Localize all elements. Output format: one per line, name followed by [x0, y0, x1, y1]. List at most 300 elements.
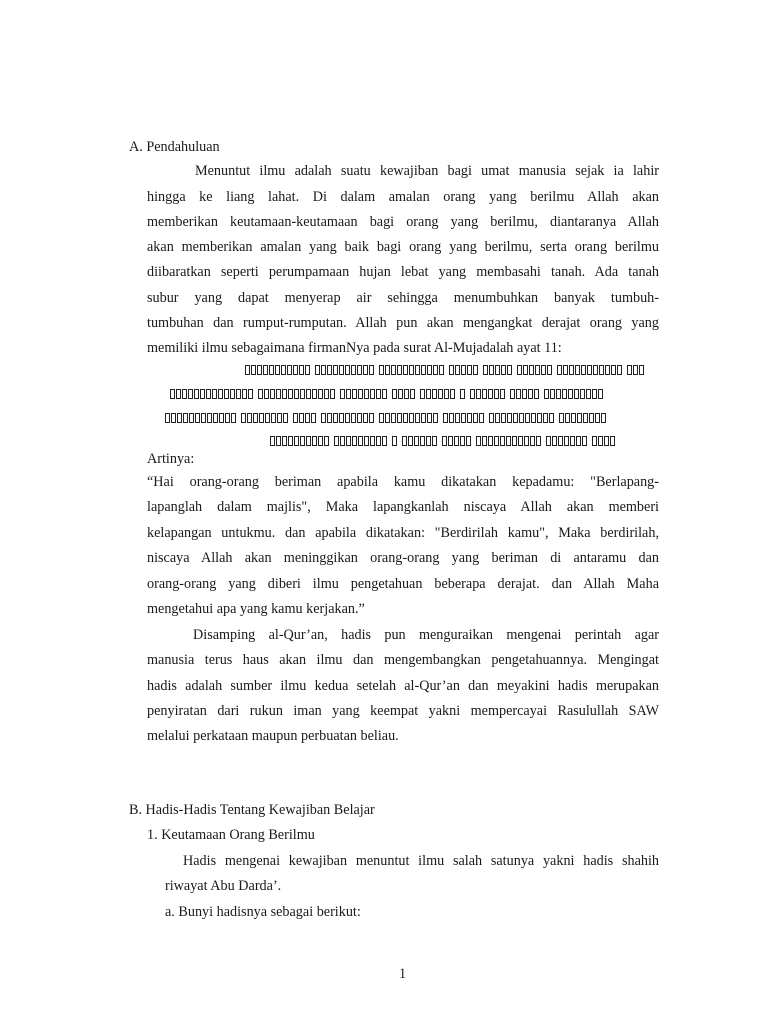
missing-glyph-box [392, 436, 397, 446]
missing-glyph-box [288, 389, 293, 399]
missing-glyph-box [270, 389, 275, 399]
arabic-word [258, 389, 335, 399]
arabic-word [460, 389, 465, 399]
arabic-word [293, 413, 316, 423]
missing-glyph-box [442, 436, 447, 446]
missing-glyph-box [500, 389, 505, 399]
paragraph-line: diibaratkan seperti perumpamaan hujan lebat yang membasahi tanah. Ada tanah [147, 264, 659, 280]
missing-glyph-box [263, 365, 268, 375]
missing-glyph-box [495, 365, 500, 375]
arabic-word [241, 413, 288, 423]
missing-glyph-box [339, 365, 344, 375]
arabic-word [315, 365, 374, 375]
paragraph-line: penyiratan dari rukun iman yang keempat yakni mempercayai Rasulullah SAW [147, 703, 659, 719]
missing-glyph-box [519, 413, 524, 423]
arabic-word [392, 436, 397, 446]
missing-glyph-box [421, 413, 426, 423]
missing-glyph-box [460, 436, 465, 446]
missing-glyph-box [449, 413, 454, 423]
missing-glyph-box [293, 365, 298, 375]
missing-glyph-box [324, 436, 329, 446]
missing-glyph-box [352, 389, 357, 399]
missing-glyph-box [311, 413, 316, 423]
missing-glyph-box [306, 436, 311, 446]
missing-glyph-box [370, 436, 375, 446]
missing-glyph-box [200, 389, 205, 399]
missing-glyph-box [345, 365, 350, 375]
missing-glyph-box [358, 436, 363, 446]
missing-glyph-box [409, 413, 414, 423]
translation-line: mengetahui apa yang kamu kerjakan.” [147, 601, 365, 617]
missing-glyph-box [231, 413, 236, 423]
missing-glyph-box [276, 436, 281, 446]
arabic-word [449, 365, 478, 375]
missing-glyph-box [562, 389, 567, 399]
subsection-heading: 1. Keutamaan Orang Berilmu [147, 827, 315, 843]
missing-glyph-box [574, 389, 579, 399]
arabic-word [165, 413, 236, 423]
missing-glyph-box [547, 365, 552, 375]
arabic-word [379, 365, 444, 375]
missing-glyph-box [507, 365, 512, 375]
missing-glyph-box [506, 436, 511, 446]
arabic-word [592, 436, 615, 446]
missing-glyph-box [271, 413, 276, 423]
missing-glyph-box [264, 389, 269, 399]
arabic-word [483, 365, 512, 375]
missing-glyph-box [550, 389, 555, 399]
missing-glyph-box [376, 389, 381, 399]
missing-glyph-box [587, 365, 592, 375]
missing-glyph-box [170, 389, 175, 399]
missing-glyph-box [398, 389, 403, 399]
missing-glyph-box [482, 436, 487, 446]
arabic-word [321, 413, 374, 423]
missing-glyph-box [277, 413, 282, 423]
missing-glyph-box [426, 436, 431, 446]
missing-glyph-box [177, 413, 182, 423]
arabic-word [170, 389, 253, 399]
missing-glyph-box [455, 413, 460, 423]
section-b-heading: B. Hadis-Hadis Tentang Kewajiban Belajar [129, 802, 375, 818]
missing-glyph-box [242, 389, 247, 399]
missing-glyph-box [483, 365, 488, 375]
missing-glyph-box [357, 413, 362, 423]
missing-glyph-box [299, 365, 304, 375]
missing-glyph-box [586, 389, 591, 399]
missing-glyph-box [627, 365, 632, 375]
missing-glyph-box [426, 389, 431, 399]
missing-glyph-box [321, 413, 326, 423]
paragraph-line: memiliki ilmu sebagaimana firmanNya pada surat Al-Mujadalah ayat 11: [147, 340, 562, 356]
paragraph-line: subur yang dapat menyerap air sehingga menumbuhkan banyak tumbuh- [147, 290, 659, 306]
missing-glyph-box [258, 389, 263, 399]
missing-glyph-box [494, 389, 499, 399]
paragraph-line: Hadis mengenai kewajiban menuntut ilmu salah satunya yakni hadis shahih [183, 853, 659, 869]
missing-glyph-box [605, 365, 610, 375]
missing-glyph-box [536, 436, 541, 446]
missing-glyph-box [592, 436, 597, 446]
translation-line: lapanglah dalam majlis", Maka lapangkanlah niscaya Allah akan memberi [147, 499, 659, 515]
missing-glyph-box [580, 389, 585, 399]
missing-glyph-box [409, 365, 414, 375]
missing-glyph-box [604, 436, 609, 446]
missing-glyph-box [473, 413, 478, 423]
missing-glyph-box [370, 389, 375, 399]
missing-glyph-box [391, 365, 396, 375]
missing-glyph-box [171, 413, 176, 423]
missing-glyph-box [397, 365, 402, 375]
missing-glyph-box [253, 413, 258, 423]
missing-glyph-box [570, 436, 575, 446]
missing-glyph-box [382, 389, 387, 399]
missing-glyph-box [432, 389, 437, 399]
missing-glyph-box [247, 413, 252, 423]
arabic-word [442, 436, 471, 446]
missing-glyph-box [334, 436, 339, 446]
missing-glyph-box [241, 413, 246, 423]
arabic-word [270, 436, 329, 446]
missing-glyph-box [340, 389, 345, 399]
missing-glyph-box [189, 413, 194, 423]
missing-glyph-box [470, 389, 475, 399]
missing-glyph-box [568, 389, 573, 399]
paragraph-line: hingga ke liang lahat. Di dalam amalan orang yang berilmu Allah akan [147, 189, 659, 205]
missing-glyph-box [275, 365, 280, 375]
missing-glyph-box [513, 413, 518, 423]
arabic-verse-line [170, 387, 603, 401]
missing-glyph-box [543, 413, 548, 423]
arabic-word [392, 389, 415, 399]
missing-glyph-box [281, 365, 286, 375]
missing-glyph-box [473, 365, 478, 375]
paragraph-line: hadis adalah sumber ilmu kedua setelah al-Qur’an dan meyakini hadis merupakan [147, 678, 659, 694]
paragraph-line: memberikan keutamaan-keutamaan bagi orang yang berilmu, diantaranya Allah [147, 214, 659, 230]
missing-glyph-box [611, 365, 616, 375]
missing-glyph-box [427, 413, 432, 423]
missing-glyph-box [327, 413, 332, 423]
missing-glyph-box [544, 389, 549, 399]
missing-glyph-box [598, 389, 603, 399]
missing-glyph-box [421, 365, 426, 375]
arabic-verse-line [245, 363, 644, 377]
translation-line: “Hai orang-orang beriman apabila kamu dikatakan kepadamu: "Berlapang- [147, 474, 659, 490]
missing-glyph-box [283, 413, 288, 423]
list-item: a. Bunyi hadisnya sebagai berikut: [165, 904, 361, 920]
missing-glyph-box [529, 365, 534, 375]
missing-glyph-box [633, 365, 638, 375]
missing-glyph-box [270, 436, 275, 446]
missing-glyph-box [488, 436, 493, 446]
missing-glyph-box [369, 413, 374, 423]
missing-glyph-box [517, 365, 522, 375]
missing-glyph-box [494, 436, 499, 446]
missing-glyph-box [346, 389, 351, 399]
missing-glyph-box [363, 413, 368, 423]
missing-glyph-box [512, 436, 517, 446]
missing-glyph-box [444, 389, 449, 399]
paragraph-line: tumbuhan dan rumput-rumputan. Allah pun akan mengangkat derajat orang yang [147, 315, 659, 331]
missing-glyph-box [582, 436, 587, 446]
missing-glyph-box [269, 365, 274, 375]
missing-glyph-box [564, 436, 569, 446]
missing-glyph-box [288, 436, 293, 446]
missing-glyph-box [410, 389, 415, 399]
missing-glyph-box [507, 413, 512, 423]
missing-glyph-box [461, 365, 466, 375]
arabic-word [476, 436, 541, 446]
missing-glyph-box [420, 436, 425, 446]
section-a-heading: A. Pendahuluan [129, 139, 220, 155]
missing-glyph-box [340, 436, 345, 446]
missing-glyph-box [188, 389, 193, 399]
missing-glyph-box [299, 413, 304, 423]
missing-glyph-box [488, 389, 493, 399]
missing-glyph-box [397, 413, 402, 423]
missing-glyph-box [339, 413, 344, 423]
missing-glyph-box [549, 413, 554, 423]
missing-glyph-box [450, 389, 455, 399]
paragraph-line: melalui perkataan maupun perbuatan beliau. [147, 728, 399, 744]
missing-glyph-box [531, 413, 536, 423]
missing-glyph-box [358, 389, 363, 399]
translation-label: Artinya: [147, 451, 195, 467]
missing-glyph-box [287, 365, 292, 375]
missing-glyph-box [523, 365, 528, 375]
missing-glyph-box [300, 436, 305, 446]
missing-glyph-box [379, 365, 384, 375]
missing-glyph-box [569, 365, 574, 375]
missing-glyph-box [516, 389, 521, 399]
missing-glyph-box [583, 413, 588, 423]
missing-glyph-box [182, 389, 187, 399]
missing-glyph-box [449, 365, 454, 375]
missing-glyph-box [427, 365, 432, 375]
missing-glyph-box [402, 436, 407, 446]
missing-glyph-box [466, 436, 471, 446]
arabic-word [510, 389, 539, 399]
missing-glyph-box [294, 389, 299, 399]
missing-glyph-box [559, 413, 564, 423]
missing-glyph-box [391, 413, 396, 423]
missing-glyph-box [639, 365, 644, 375]
arabic-word [470, 389, 505, 399]
missing-glyph-box [236, 389, 241, 399]
missing-glyph-box [176, 389, 181, 399]
missing-glyph-box [259, 413, 264, 423]
missing-glyph-box [282, 436, 287, 446]
missing-glyph-box [385, 365, 390, 375]
missing-glyph-box [414, 436, 419, 446]
missing-glyph-box [541, 365, 546, 375]
arabic-word [340, 389, 387, 399]
translation-line: kelapangan untukmu. dan apabila dikatakan: "Berdirilah kamu", Maka berdirilah, [147, 525, 659, 541]
missing-glyph-box [385, 413, 390, 423]
arabic-word [546, 436, 587, 446]
missing-glyph-box [408, 436, 413, 446]
missing-glyph-box [351, 365, 356, 375]
translation-line: niscaya Allah akan meninggikan orang-orang yang beriman di antaramu dan [147, 550, 659, 566]
missing-glyph-box [352, 436, 357, 446]
missing-glyph-box [206, 389, 211, 399]
missing-glyph-box [557, 365, 562, 375]
missing-glyph-box [195, 413, 200, 423]
missing-glyph-box [330, 389, 335, 399]
missing-glyph-box [218, 389, 223, 399]
missing-glyph-box [476, 389, 481, 399]
missing-glyph-box [433, 365, 438, 375]
missing-glyph-box [535, 365, 540, 375]
arabic-word [420, 389, 455, 399]
missing-glyph-box [524, 436, 529, 446]
missing-glyph-box [245, 365, 250, 375]
missing-glyph-box [345, 413, 350, 423]
missing-glyph-box [576, 436, 581, 446]
missing-glyph-box [357, 365, 362, 375]
missing-glyph-box [467, 413, 472, 423]
missing-glyph-box [571, 413, 576, 423]
missing-glyph-box [219, 413, 224, 423]
paragraph-line: riwayat Abu Darda’. [165, 878, 282, 894]
missing-glyph-box [305, 413, 310, 423]
missing-glyph-box [392, 389, 397, 399]
missing-glyph-box [321, 365, 326, 375]
missing-glyph-box [525, 413, 530, 423]
missing-glyph-box [575, 365, 580, 375]
missing-glyph-box [518, 436, 523, 446]
missing-glyph-box [315, 365, 320, 375]
missing-glyph-box [530, 436, 535, 446]
missing-glyph-box [495, 413, 500, 423]
missing-glyph-box [318, 389, 323, 399]
page-number: 1 [399, 966, 407, 982]
missing-glyph-box [546, 436, 551, 446]
missing-glyph-box [420, 389, 425, 399]
missing-glyph-box [528, 389, 533, 399]
missing-glyph-box [537, 413, 542, 423]
missing-glyph-box [556, 389, 561, 399]
missing-glyph-box [382, 436, 387, 446]
missing-glyph-box [306, 389, 311, 399]
arabic-word [379, 413, 438, 423]
missing-glyph-box [312, 389, 317, 399]
missing-glyph-box [595, 413, 600, 423]
missing-glyph-box [305, 365, 310, 375]
missing-glyph-box [282, 389, 287, 399]
missing-glyph-box [581, 365, 586, 375]
missing-glyph-box [601, 413, 606, 423]
missing-glyph-box [610, 436, 615, 446]
missing-glyph-box [333, 413, 338, 423]
paragraph-line: manusia terus haus akan ilmu dan mengembangkan pengetahuannya. Mengingat [147, 652, 659, 668]
arabic-word [402, 436, 437, 446]
missing-glyph-box [318, 436, 323, 446]
arabic-word [559, 413, 606, 423]
arabic-word [489, 413, 554, 423]
missing-glyph-box [415, 365, 420, 375]
missing-glyph-box [558, 436, 563, 446]
missing-glyph-box [501, 413, 506, 423]
missing-glyph-box [404, 389, 409, 399]
missing-glyph-box [294, 436, 299, 446]
missing-glyph-box [327, 365, 332, 375]
translation-line: orang-orang yang diberi ilmu pengetahuan beberapa derajat. dan Allah Maha [147, 576, 659, 592]
missing-glyph-box [460, 389, 465, 399]
missing-glyph-box [276, 389, 281, 399]
missing-glyph-box [500, 436, 505, 446]
arabic-word [334, 436, 387, 446]
missing-glyph-box [522, 389, 527, 399]
missing-glyph-box [403, 365, 408, 375]
missing-glyph-box [489, 365, 494, 375]
missing-glyph-box [454, 436, 459, 446]
missing-glyph-box [476, 436, 481, 446]
arabic-word [544, 389, 603, 399]
missing-glyph-box [534, 389, 539, 399]
missing-glyph-box [479, 413, 484, 423]
missing-glyph-box [251, 365, 256, 375]
missing-glyph-box [293, 413, 298, 423]
missing-glyph-box [501, 365, 506, 375]
missing-glyph-box [461, 413, 466, 423]
paragraph-line: Menuntut ilmu adalah suatu kewajiban bagi umat manusia sejak ia lahir [195, 163, 659, 179]
missing-glyph-box [482, 389, 487, 399]
missing-glyph-box [589, 413, 594, 423]
paragraph-line: Disamping al-Qur’an, hadis pun menguraikan mengenai perintah agar [193, 627, 659, 643]
missing-glyph-box [333, 365, 338, 375]
arabic-word [245, 365, 310, 375]
missing-glyph-box [230, 389, 235, 399]
missing-glyph-box [592, 389, 597, 399]
missing-glyph-box [207, 413, 212, 423]
missing-glyph-box [265, 413, 270, 423]
missing-glyph-box [577, 413, 582, 423]
missing-glyph-box [248, 389, 253, 399]
missing-glyph-box [599, 365, 604, 375]
missing-glyph-box [467, 365, 472, 375]
missing-glyph-box [565, 413, 570, 423]
arabic-word [627, 365, 644, 375]
missing-glyph-box [257, 365, 262, 375]
missing-glyph-box [510, 389, 515, 399]
missing-glyph-box [369, 365, 374, 375]
missing-glyph-box [224, 389, 229, 399]
missing-glyph-box [225, 413, 230, 423]
missing-glyph-box [346, 436, 351, 446]
missing-glyph-box [363, 365, 368, 375]
missing-glyph-box [300, 389, 305, 399]
missing-glyph-box [376, 436, 381, 446]
arabic-word [443, 413, 484, 423]
missing-glyph-box [165, 413, 170, 423]
arabic-word [557, 365, 622, 375]
missing-glyph-box [448, 436, 453, 446]
missing-glyph-box [194, 389, 199, 399]
missing-glyph-box [489, 413, 494, 423]
missing-glyph-box [443, 413, 448, 423]
missing-glyph-box [432, 436, 437, 446]
missing-glyph-box [563, 365, 568, 375]
missing-glyph-box [552, 436, 557, 446]
missing-glyph-box [213, 413, 218, 423]
missing-glyph-box [351, 413, 356, 423]
missing-glyph-box [415, 413, 420, 423]
missing-glyph-box [183, 413, 188, 423]
missing-glyph-box [617, 365, 622, 375]
missing-glyph-box [324, 389, 329, 399]
missing-glyph-box [364, 436, 369, 446]
missing-glyph-box [439, 365, 444, 375]
